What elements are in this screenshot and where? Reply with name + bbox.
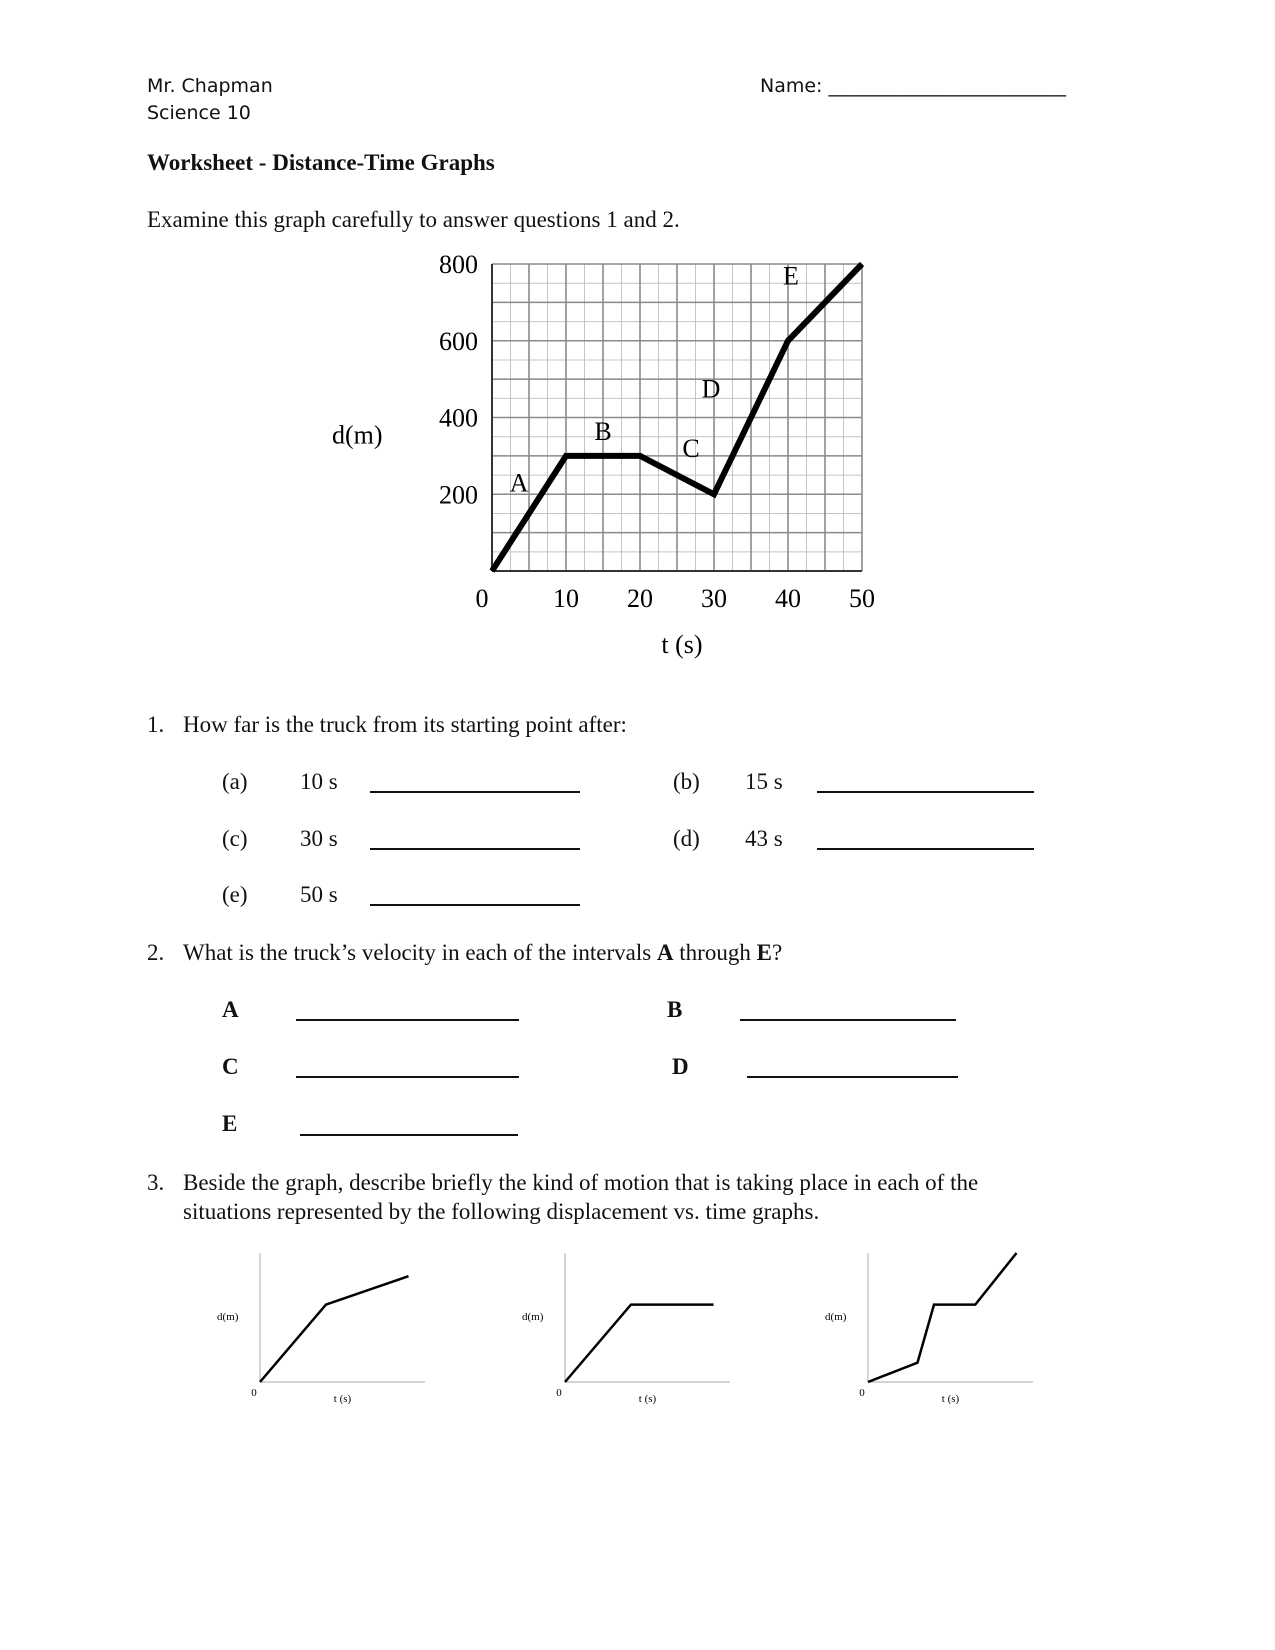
chart-grid (492, 264, 862, 571)
q2-interval-e-blank[interactable] (300, 1134, 518, 1136)
course-name: Science 10 (147, 102, 251, 124)
motion-graph-2 (520, 1250, 740, 1415)
segment-label-a: A (509, 468, 529, 498)
q2-interval-b-blank[interactable] (740, 1019, 956, 1021)
q1d-label: (d) (673, 826, 700, 851)
x-tick-label: 50 (849, 584, 875, 613)
q2-interval-d-blank[interactable] (747, 1076, 958, 1078)
q1a-answer-blank[interactable] (370, 791, 580, 793)
series-line (260, 1276, 409, 1382)
q3-text-line1: Beside the graph, describe briefly the kind of motion that is taking place in each of the (183, 1170, 979, 1195)
y-tick-label: 800 (439, 255, 478, 279)
q2-interval-e-label: E (222, 1111, 238, 1136)
series-line (565, 1305, 714, 1382)
x-axis-label: t (s) (661, 630, 703, 659)
q1c-value: 30 s (300, 826, 338, 851)
q1e-value: 50 s (300, 882, 338, 907)
x-tick-label: 0 (475, 584, 489, 613)
origin-label: 0 (859, 1387, 865, 1399)
x-tick-label: 30 (701, 584, 727, 613)
segment-label-e: E (783, 261, 799, 291)
y-axis-label: d(m) (825, 1311, 847, 1323)
x-tick-label: 40 (775, 584, 801, 613)
q2-interval-d-label: D (672, 1054, 689, 1079)
x-axis-label: t (s) (333, 1393, 352, 1405)
q1c-label: (c) (222, 826, 248, 851)
q1c-answer-blank[interactable] (370, 848, 580, 850)
q1-text: How far is the truck from its starting point after: (183, 712, 627, 737)
q1a-value: 10 s (300, 769, 338, 794)
q1b-answer-blank[interactable] (817, 791, 1034, 793)
q1b-value: 15 s (745, 769, 783, 794)
q1-number: 1. (147, 712, 165, 737)
y-axis-label: d(m) (332, 420, 383, 450)
segment-label-c: C (682, 434, 700, 464)
q1e-label: (e) (222, 882, 248, 907)
q2-interval-a-label: A (222, 997, 239, 1022)
q3-number: 3. (147, 1170, 165, 1195)
q2-text: What is the truck’s velocity in each of the intervals A through E? (183, 940, 783, 965)
q1d-value: 43 s (745, 826, 783, 851)
origin-label: 0 (251, 1387, 257, 1399)
y-axis-label: d(m) (522, 1311, 544, 1323)
motion-graph-3 (823, 1250, 1043, 1415)
q1b-label: (b) (673, 769, 700, 794)
segment-label-b: B (594, 416, 612, 446)
q2-interval-c-blank[interactable] (296, 1076, 519, 1078)
origin-label: 0 (556, 1387, 562, 1399)
q2-number: 2. (147, 940, 165, 965)
q1d-answer-blank[interactable] (817, 848, 1034, 850)
y-axis-label: d(m) (217, 1311, 239, 1323)
x-axis-label: t (s) (638, 1393, 657, 1405)
q2-interval-b-label: B (667, 997, 683, 1022)
distance-time-chart (330, 255, 930, 685)
q3-text-line2: situations represented by the following displacement vs. time graphs. (183, 1199, 820, 1224)
y-tick-label: 400 (439, 403, 478, 433)
teacher-name: Mr. Chapman (147, 75, 273, 97)
intro-text: Examine this graph carefully to answer questions 1 and 2. (147, 207, 680, 232)
q2-interval-c-label: C (222, 1054, 239, 1079)
student-name-field[interactable]: Name: _________________________ (760, 75, 1066, 97)
worksheet-title: Worksheet - Distance-Time Graphs (147, 150, 495, 175)
y-tick-label: 600 (439, 326, 478, 356)
q2-interval-a-blank[interactable] (296, 1019, 519, 1021)
segment-label-d: D (701, 374, 721, 404)
y-tick-label: 200 (439, 480, 478, 510)
series-line (868, 1253, 1017, 1382)
q1a-label: (a) (222, 769, 248, 794)
x-axis-label: t (s) (941, 1393, 960, 1405)
x-tick-label: 10 (553, 584, 579, 613)
motion-graph-1 (215, 1250, 435, 1415)
x-tick-label: 20 (627, 584, 653, 613)
q1e-answer-blank[interactable] (370, 904, 580, 906)
